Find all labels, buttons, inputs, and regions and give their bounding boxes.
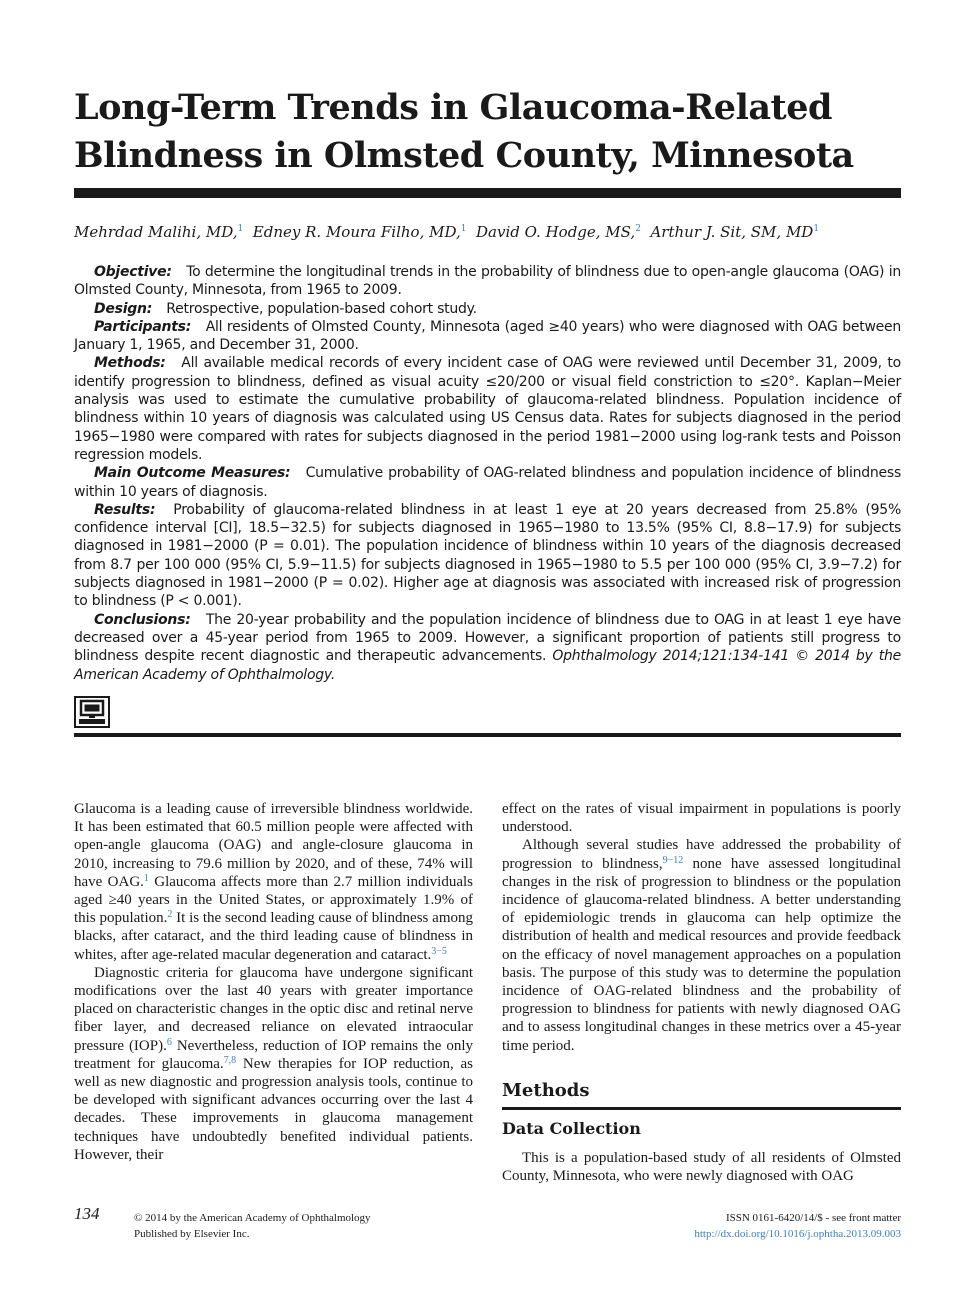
body-column-right [502,800,901,1185]
body-paragraph [502,836,901,1054]
footer-identifiers [694,1210,901,1242]
abstract-conclusions [74,611,901,684]
abstract-design [74,300,901,318]
abstract-divider [74,733,901,737]
section-heading-methods: Methods [502,1079,590,1101]
computer-icon[interactable] [74,696,110,728]
body-text: Diagnostic criteria for glaucoma have undergone significant modifications over the last 40 years with greater importance placed on characteristic changes in the optic disc and retinal nerve fiber layer, and decreased reliance on elevated intraocular pressure (IOP). [74,964,473,1054]
abstract-text: All residents of Olmsted County, Minnesota (aged ≥40 years) who were diagnosed with OAG between January 1, 1965, and December 31, 2000. [74,318,901,354]
title-line-2: Blindness in Olmsted County, Minnesota [74,135,854,176]
issn-line: ISSN 0161-6420/14/$ - see front matter [725,1212,901,1224]
abstract-text: Retrospective, population-based cohort study. [166,300,477,317]
body-text: It is the second leading cause of blindness among blacks, after cataract, and the third leading cause of blindness in whites, after age-related macular degeneration and cataract. [74,910,473,963]
body-text: none have assessed longitudinal changes in the risk of progression to blindness or the population incidence of glaucoma-related blindness. A better understanding of epidemiologic trends in glaucoma can help optimize the distribution of health and medical resources and provide feedback on the efficacy of novel management approaches on a population basis. The purpose of this study was to determine the population incidence of OAG-related blindness and the probability of progression to blindness for patients with newly diagnosed OAG and to assess longitudinal changes in these metrics over a 45-year time period. [502,855,901,1054]
abstract-text: The 20-year probability and the population incidence of blindness due to OAG in at least 1 eye have decreased over a 45-year period from 1965 to 2009. However, a significant proportion of patients still progress to blindness despite recent diagnostic and therapeutic advancements. [74,611,901,665]
body-text: New therapies for IOP reduction, as well as new diagnostic and progression analysis tools, continue to be developed with significant advances occurring over the last 4 decades. These improvements in glaucoma management techniques have undoubtedly benefited individual patients. However, their [74,1055,473,1163]
abstract-label: Participants: [94,318,192,335]
title-line-1: Long-Term Trends in Glaucoma-Related [74,87,832,128]
author-name: Mehrdad Malihi, MD, [74,223,238,241]
abstract-label: Design: [94,300,153,317]
abstract-outcome-measures [74,464,901,501]
reference-link[interactable]: 7,8 [223,1054,237,1066]
abstract-label: Methods: [94,355,166,372]
section-divider [502,1107,901,1110]
abstract-label: Objective: [94,264,172,280]
body-paragraph: effect on the rates of visual impairment in populations is poorly understood. [502,801,901,836]
doi-link[interactable]: http://dx.doi.org/10.1016/j.ophtha.2013.09.003 [694,1228,901,1240]
body-text: Although several studies have addressed the probability of progression to blindness, [502,837,901,872]
affiliation-ref[interactable]: 1 [237,224,244,234]
body-text: Glaucoma is a leading cause of irreversible blindness worldwide. It has been estimated that 60.5 million people were affected with open-angle glaucoma (OAG) and angle-closure glaucoma in 2010, increasing to 79.6 million by 2020, and of these, 74% will have OAG. [74,801,473,890]
author-name: Edney R. Moura Filho, MD, [252,223,461,241]
affiliation-ref[interactable]: 1 [460,224,467,234]
body-column-left [74,800,473,1164]
abstract-results [74,501,901,611]
reference-link[interactable]: 2 [167,909,173,921]
abstract-text: To determine the longitudinal trends in the probability of blindness due to open-angle glaucoma (OAG) in Olmsted County, Minnesota, from 1965 to 2009. [74,264,901,299]
body-paragraph: This is a population-based study of all residents of Olmsted County, Minnesota, who were newly diagnosed with OAG [502,1149,901,1185]
copyright-line: © 2014 by the American Academy of Ophthalmology [134,1212,371,1224]
author-name: David O. Hodge, MS, [476,223,636,241]
affiliation-ref[interactable]: 2 [635,224,641,234]
page-number: 134 [74,1204,100,1223]
affiliation-ref[interactable]: 1 [813,224,820,234]
subsection-heading-data-collection: Data Collection [502,1118,641,1138]
abstract-label: Results: [94,501,156,518]
abstract-text: All available medical records of every incident case of OAG were reviewed until December 31, 2009, to identify progression to blindness, defined as visual acuity ≤20/200 or visual field constriction to ≤20°. Kaplan−Meier analysis was used to estimate the cumulative probability of glaucoma-related blindness. Population incidence of blindness within 10 years of diagnosis was calculated using US Census data. Rates for subjects diagnosed in the period 1965−1980 were compared with rates for subjects diagnosed in the period 1981−2000 using log-rank tests and Poisson regression models. [74,355,901,463]
reference-link[interactable]: 9−12 [662,854,684,866]
footer-copyright [134,1210,371,1242]
abstract-participants [74,318,901,355]
article-title [74,84,904,180]
author-list [74,221,904,243]
abstract-objective [74,263,901,300]
reference-link[interactable]: 3−5 [431,945,447,957]
publisher-line: Published by Elsevier Inc. [134,1228,250,1240]
abstract-label: Main Outcome Measures: [94,465,291,482]
abstract-methods [74,354,901,464]
body-text: Glaucoma affects more than 2.7 million individuals aged ≥40 years in the United States, or approximately 1.9% of this population. [74,873,473,927]
body-text: Nevertheless, reduction of IOP remains the only treatment for glaucoma. [74,1037,474,1072]
body-paragraph [74,800,473,964]
body-paragraph [74,964,473,1164]
abstract [74,263,901,684]
author-name: Arthur J. Sit, SM, MD [650,223,814,241]
reference-link[interactable]: 1 [143,872,149,884]
journal-citation: Ophthalmology 2014;121:134-141 © 2014 by the American Academy of Ophthalmology. [74,648,901,683]
title-divider [74,188,901,198]
abstract-text: Probability of glaucoma-related blindness in at least 1 eye at 20 years decreased from 25.8% (95% confidence interval [CI], 18.5−32.5) for subjects diagnosed in 1965−1980 to 13.5% (95% CI, 8.8−17.9) for subjects diagnosed in 1981−2000 (P = 0.01). The population incidence of blindness within 10 years of the diagnosis decreased from 8.7 per 100 000 (95% CI, 5.9−11.5) for subjects diagnosed in 1965−1980 to 5.5 per 100 000 (95% CI, 3.9−7.2) for subjects diagnosed in 1981−2000 (P = 0.02). Higher age at diagnosis was associated with increased risk of progression to blindness (P < 0.001). [74,501,902,610]
reference-link[interactable]: 6 [166,1036,172,1048]
abstract-label: Conclusions: [94,611,191,628]
abstract-text: Cumulative probability of OAG-related blindness and population incidence of blindness within 10 years of diagnosis. [74,465,901,500]
